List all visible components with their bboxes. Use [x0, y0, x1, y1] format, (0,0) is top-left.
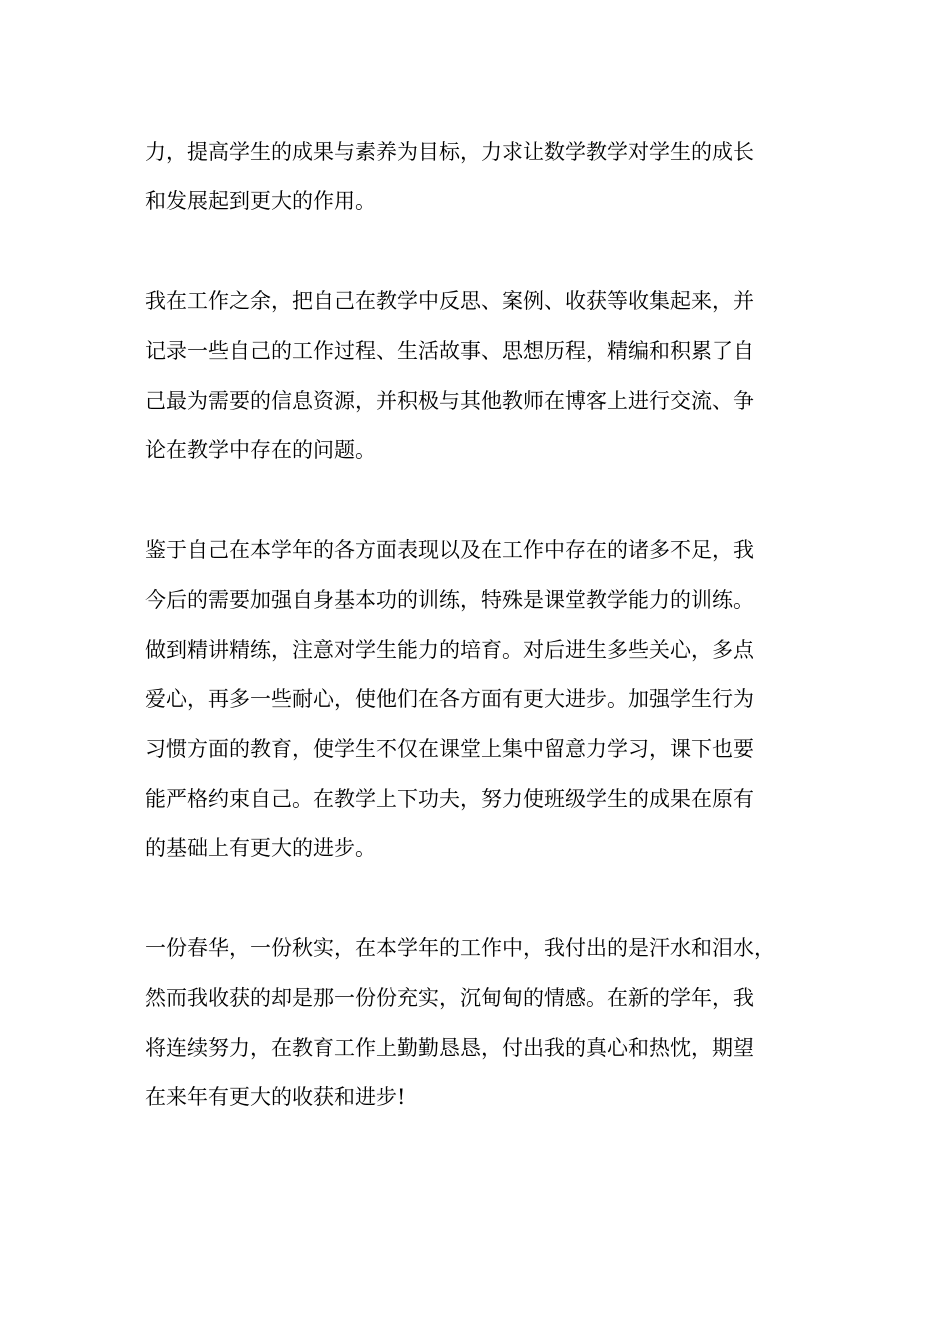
text-line: 将连续努力，在教育工作上勤勤恳恳，付出我的真心和热忱，期望 [145, 1036, 754, 1060]
text-line: 鉴于自己在本学年的各方面表现以及在工作中存在的诸多不足，我 [145, 538, 754, 562]
text-line: 做到精讲精练，注意对学生能力的培育。对后进生多些关心，多点 [145, 638, 754, 662]
text-line: 论在教学中存在的问题。 [145, 438, 376, 462]
text-line: 力，提高学生的成果与素养为目标，力求让数学教学对学生的成长 [145, 140, 754, 164]
text-line: 习惯方面的教育，使学生不仅在课堂上集中留意力学习，课下也要 [145, 737, 754, 761]
text-line: 在来年有更大的收获和进步! [145, 1085, 406, 1109]
text-line: 今后的需要加强自身基本功的训练，特殊是课堂教学能力的训练。 [145, 588, 754, 612]
text-line: 能严格约束自己。在教学上下功夫，努力使班级学生的成果在原有 [145, 787, 754, 811]
text-line: 己最为需要的信息资源，并积极与其他教师在博客上进行交流、争 [145, 389, 754, 413]
text-line: 然而我收获的却是那一份份充实，沉甸甸的情感。在新的学年，我 [145, 986, 754, 1010]
text-line: 的基础上有更大的进步。 [145, 836, 376, 860]
text-line: 一份春华，一份秋实，在本学年的工作中，我付出的是汗水和泪水， [145, 936, 775, 960]
text-line: 我在工作之余，把自己在教学中反思、案例、收获等收集起来，并 [145, 289, 754, 313]
text-line: 和发展起到更大的作用。 [145, 189, 376, 213]
text-line: 爱心，再多一些耐心，使他们在各方面有更大进步。加强学生行为 [145, 687, 754, 711]
text-line: 记录一些自己的工作过程、生活故事、思想历程，精编和积累了自 [145, 339, 754, 363]
